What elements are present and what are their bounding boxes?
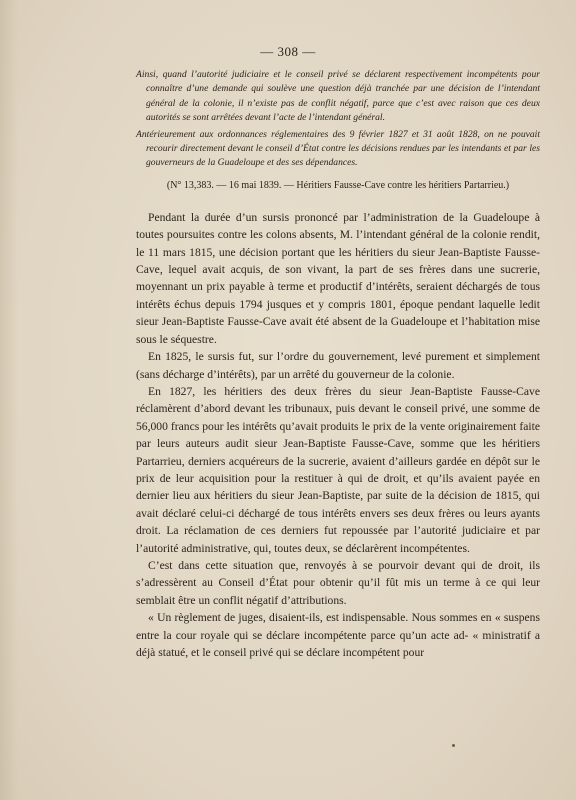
summary-paragraph-1: Ainsi, quand l’autorité judiciaire et le conseil privé se déclarent respectivement incompétents pour connaître d’une demande qui soulève une question déjà tranchée par une décision de l’intendant général de la colonie, il n’existe pas de conflit négatif, parce que c’est avec raison que ces deux autorités se sont arrêtées devant l’acte de l’intendant général. [136, 69, 540, 124]
body-text [136, 209, 540, 662]
body-paragraph-2: En 1825, le sursis fut, sur l’ordre du gouvernement, levé purement et simplement (sans décharge d’intérêts), par un arrêté du gouverneur de la colonie. [136, 350, 540, 381]
page-number: — 308 — [260, 44, 316, 59]
body-paragraph-1: Pendant la durée d’un sursis prononcé par l’administration de la Guadeloupe à toutes poursuites contre les colons absents, M. l’intendant général de la colonie rendit, le 11 mars 1815, une décision portant que les héritiers du sieur Jean-Baptiste Fausse-Cave, lequel avait acquis, de son vivant, la part de ses frères dans une sucrerie, moyennant un prix payable à terme et productif d’intérêts, seraient déchargés de tous intérêts échus depuis 1794 jusques et y compris 1801, époque pendant laquelle ledit sieur Jean-Baptiste Fausse-Cave avait été absent de la Guadeloupe et l’habitation mise sous le séquestre. [136, 210, 540, 346]
body-paragraph-4: C’est dans cette situation que, renvoyés à se pourvoir devant qui de droit, ils s’adressèrent au Conseil d’État pour obtenir qu’il fût mis un terme à ce qui leur semblait être un conflit négatif d’attributions. [136, 558, 540, 607]
paper-speck [452, 744, 455, 747]
body-paragraph-3: En 1827, les héritiers des deux frères du sieur Jean-Baptiste Fausse-Cave réclamèrent d’abord devant les tribunaux, puis devant le conseil privé, une somme de 56,000 francs pour les intérêts qu’avait produits le prix de la vente originairement faite par leurs auteurs audit sieur Jean-Baptiste Fausse-Cave, somme que les héritiers Partarrieu, derniers acquéreurs de la sucrerie, avaient d’ailleurs gardée en dépôt sur le prix de leur acquisition pour la restituer à qui de droit, et qu’ils avaient payée en dernier lieu aux héritiers du sieur Jean-Baptiste, par suite de la décision de 1815, qui avait déclaré celui-ci déchargé de tous intérêts envers ses deux frères ou leurs ayants droit. La réclamation de ces derniers fut repoussée par l’autorité judiciaire et par l’autorité administrative, qui, toutes deux, se déclarèrent incompétentes. [136, 384, 540, 555]
page-edge-shadow [0, 0, 18, 800]
page-content [136, 68, 540, 661]
case-reference: (N° 13,383. — 16 mai 1839. — Héritiers Fausse-Cave contre les héritiers Partarrieu.) [166, 179, 510, 191]
summary-paragraph-2: Antérieurement aux ordonnances réglementaires des 9 février 1827 et 31 août 1828, on ne pouvait recourir directement devant le conseil d’État contre les décisions rendues par les intendants et par les gouverneurs de la Guadeloupe et des ses dépendances. [136, 128, 540, 169]
body-paragraph-5: « Un règlement de juges, disaient-ils, est indispensable. Nous sommes en « suspens entre la cour royale qui se déclare incompétente parce qu’un acte ad- « ministratif a déjà statué, et le conseil privé qui se déclare incompétent pour [136, 611, 540, 659]
